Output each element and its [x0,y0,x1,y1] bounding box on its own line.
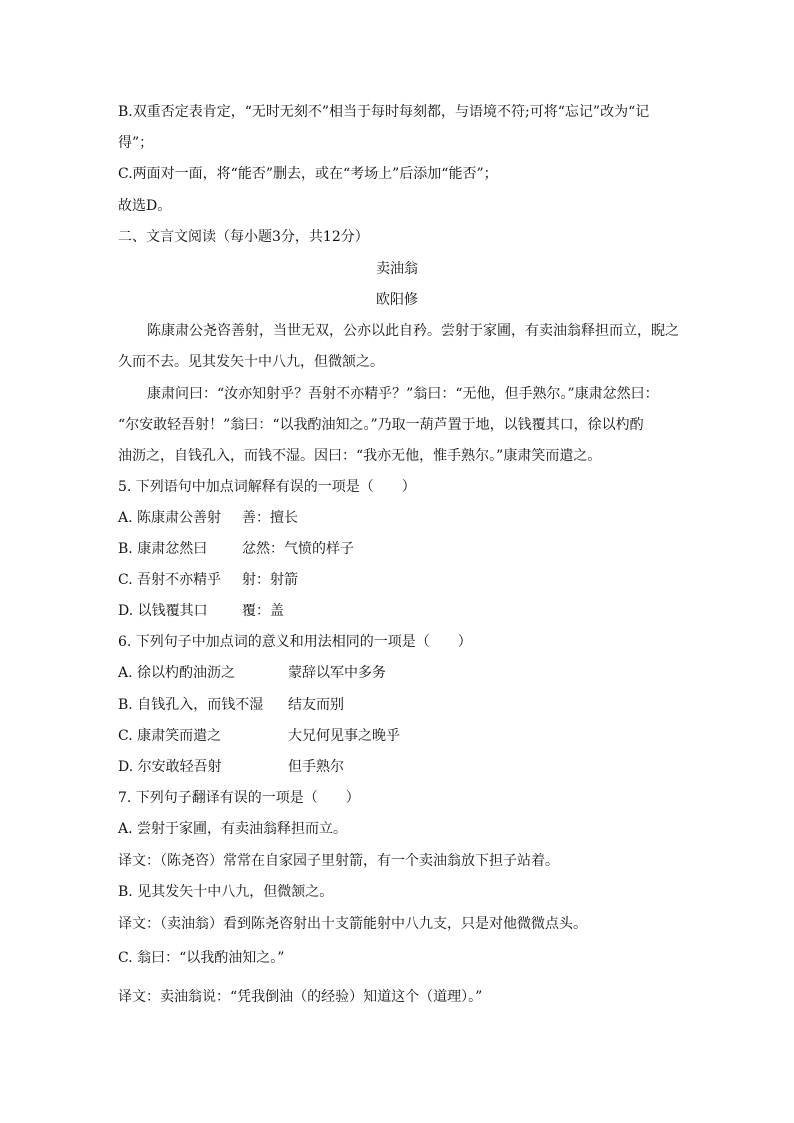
question-7-option-a-translation: 译文：（陈尧咨）常常在自家园子里射箭，有一个卖油翁放下担子站着。 [118,853,559,869]
option-text: C. 康肃笑而遣之 [118,728,222,744]
text-title: 卖油翁 [376,261,418,277]
question-7-option-c-translation: 译文：卖油翁说：“凭我倒油（的经验）知道这个（道理）。” [118,989,483,1005]
question-5-option-b [118,539,354,559]
option-explanation: 射：射箭 [242,572,298,588]
question-6-stem: 6. 下列句子中加点词的意义和用法相同的一项是（ ） [118,634,472,650]
question-5-option-d [118,601,284,621]
text-author: 欧阳修 [376,292,418,308]
passage-para1-line1: 陈康肃公尧咨善射，当世无双，公亦以此自矜。尝射于家圃，有卖油翁释担而立，睨之 [147,323,679,339]
option-text: C. 吾射不亦精乎 [118,572,222,588]
option-text: A. 陈康肃公善射 [118,510,222,526]
question-6-option-b [118,695,344,715]
option-text: B. 康肃忿然曰 [118,541,208,557]
option-compare: 但手熟尔 [288,759,344,775]
option-text: D. 以钱覆其口 [118,603,208,619]
analysis-option-b-line1: B.双重否定表肯定，“无时无刻不”相当于每时每刻都，与语境不符;可将“忘记”改为“记 [118,104,650,120]
passage-para2-line2: “尔安敢轻吾射！”翁曰：“以我酌油知之。”乃取一葫芦置于地，以钱覆其口，徐以杓酌 [118,417,644,433]
option-explanation: 善：擅长 [242,510,298,526]
option-text: A. 徐以杓酌油沥之 [118,665,236,681]
option-text: B. 自钱孔入，而钱不湿 [118,697,264,713]
answer-conclusion: 故选D。 [118,198,172,214]
option-compare: 大兄何见事之晚乎 [288,728,400,744]
option-explanation: 忿然：气愤的样子 [242,541,354,557]
option-explanation: 覆：盖 [242,603,284,619]
question-6-option-d [118,757,344,777]
question-5-stem: 5. 下列语句中加点词解释有误的一项是（ ） [118,479,416,495]
option-text: D. 尔安敢轻吾射 [118,759,222,775]
question-5-option-a [118,508,298,528]
question-7-option-b: B. 见其发矢十中八九，但微颔之。 [118,884,334,900]
passage-para2-line1: 康肃问曰：“汝亦知射乎？吾射不亦精乎？”翁曰：“无他，但手熟尔。”康肃忿然曰： [147,386,659,402]
question-7-option-b-translation: 译文：（卖油翁）看到陈尧咨射出十支箭能射中八九支，只是对他微微点头。 [118,916,587,932]
option-compare: 蒙辞以军中多务 [288,665,386,681]
question-6-option-a [118,663,386,683]
question-6-option-c [118,726,400,746]
question-7-option-a: A. 尝射于家圃，有卖油翁释担而立。 [118,821,348,837]
analysis-option-c: C.两面对一面，将“能否”删去，或在“考场上”后添加“能否”； [118,166,498,182]
passage-para2-line3: 油沥之，自钱孔入，而钱不湿。因曰：“我亦无他，惟手熟尔。”康肃笑而遣之。 [118,448,602,464]
passage-para1-line2: 久而不去。见其发矢十中八九，但微颔之。 [118,354,384,370]
question-7-option-c: C. 翁曰：“以我酌油知之。” [118,950,285,966]
section-title: 二、文言文阅读（每小题3分，共12分） [118,229,369,245]
analysis-option-b-line2: 得”； [118,135,154,151]
question-7-stem: 7. 下列句子翻译有误的一项是（ ） [118,790,360,806]
question-5-option-c [118,570,298,590]
option-compare: 结友而别 [288,697,344,713]
